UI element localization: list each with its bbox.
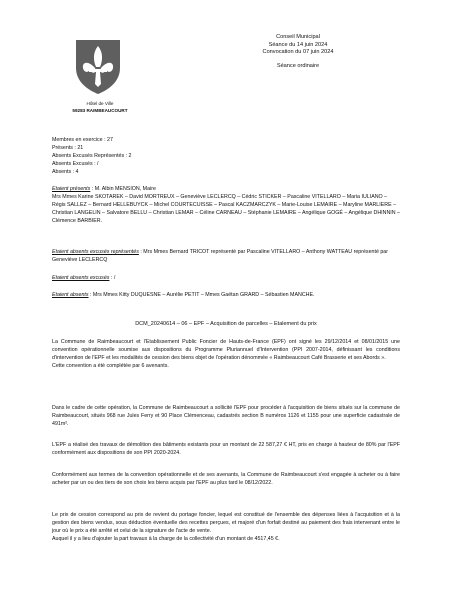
excused-members [52,275,400,283]
count-members: Membres en exercice : 27 [52,137,113,143]
paragraph-acquisition: Dans le cadre de cette opération, la Commune de Raimbeaucourt a sollicité l'EPF pour procéder à l'acquisition de biens situés sur la commune de Raimbeaucourt, situés 968 rue Jules Ferry et 90 Place Clémenceau, cadastrés section B numéros 1126 et 1155 pour une superficie cadastrale de 491m². [52,405,400,427]
paragraph-convention: La Commune de Raimbeaucourt et l'Etablissement Public Foncier de Hauts-de-France (EPF) ont signé les 29/12/2014 et 08/01/2015 une convention opérationnelle soumise aux dispositions du Programme Pluriannuel d'Intervention (PPI 2007-2014, définissant les conditions d'intervention de l'EPF et les modalités de cession des biens objet de l'opération dénommée « Raimbeaucourt Café Brasserie et ses Abords ». Cette convention a été complétée par 6 avenants. [52,339,400,369]
attendance-counts [52,137,400,177]
excused-list: : / [109,275,116,281]
council-title: Conseil Municipal [276,34,320,40]
town-postcode: 59283 RAIMBEAUCOURT [72,107,128,113]
session-type: Séance ordinaire [276,62,320,69]
excused-represented-members [52,249,400,265]
absent-list: : Mrs Mmes Kitty DUQUESNE – Aurélie PETIT – Mmes Gaëtan GRARD – Sébastien MANCHE. [88,292,315,298]
paragraph-demolition: L'EPF a réalisé des travaux de démolition des bâtiments existants pour un montant de 22 587,27 € HT, pris en charge à hauteur de 80% par l'EPF conformément aux dispositions de son PPI 2020-2024. [52,442,400,456]
fleur-de-lis-shield-icon [74,38,122,96]
count-absent: Absents : 4 [52,169,79,175]
town-hall-address [60,101,140,114]
meeting-date: Séance du 14 juin 2024 [268,41,328,48]
absent-members [52,292,400,300]
paragraph-price: Le prix de cession correspond au prix de revient du portage foncier, lequel est constitué de l'ensemble des dépenses liées à l'acquisition et à la gestion des biens vendus, sous déduction éventuelle des recettes perçues, et majoré d'un forfait destiné au paiement des frais intervenant entre le jour où le prix a été arrêté et celui de la signature de l'acte de vente. Auquel il y a lieu d'ajouter la part travaux à la charge de la collectivité d'un montant de 4517,45 €. [52,512,400,542]
town-hall-label: Hôtel de Ville [86,101,114,106]
meeting-header [248,34,348,70]
count-excused-represented: Absents Excusés Représentés : 2 [52,153,132,159]
absent-label: Etaient absents [52,292,89,298]
present-members [52,186,400,226]
excused-represented-list: : Mrs Mmes Bernard TRICOT représenté par Pascaline VITELLARO – Anthony WATTEAU représenté par Geneviève LECLERCQ [52,249,389,263]
convocation-date: Convocation du 07 juin 2024 [262,49,334,56]
excused-represented-label: Etaient absents excusés représentés [52,249,139,255]
present-list: : M. Albin MENSION, Maire Mrs Mmes Karine SKOTAREK – David MORTREUX – Geneviève LECLERCQ – Cédric STICKER – Pascaline VITELLARO – Maria IULIANO – Régis SALLEZ – Bernard HELLEBUYCK – Michel COURTECUISSE – Pascal KACZMARCZYK – Marie-Louise LEMAIRE – Maryline MARLIERE – Christian LANGELIN – Salvatore BELLU – Christian LEMAR – Céline CARNEAU – Stéphanie LEMAIRE – Angélique GOGÉ – Angélique DHINNIN – Clémence BARBIER. [52,186,400,224]
present-label: Etaient présents [52,186,91,192]
deliberation-title: DCM_20240614 – 06 – EPF – Acquisition de parcelles – Etalement du prix [135,321,317,327]
count-present: Présents : 21 [52,145,84,151]
paragraph-commitment: Conformément aux termes de la convention opérationnelle et de ses avenants, la Commune de Raimbeaucourt s'est engagée à acheter ou à faire acheter par un ou des tiers de son choix les biens acquis par l'EPF au plus tard le 08/12/2022. [52,472,400,486]
count-excused: Absents Excusés : / [52,161,99,167]
excused-label: Etaient absents excusés [52,275,110,281]
